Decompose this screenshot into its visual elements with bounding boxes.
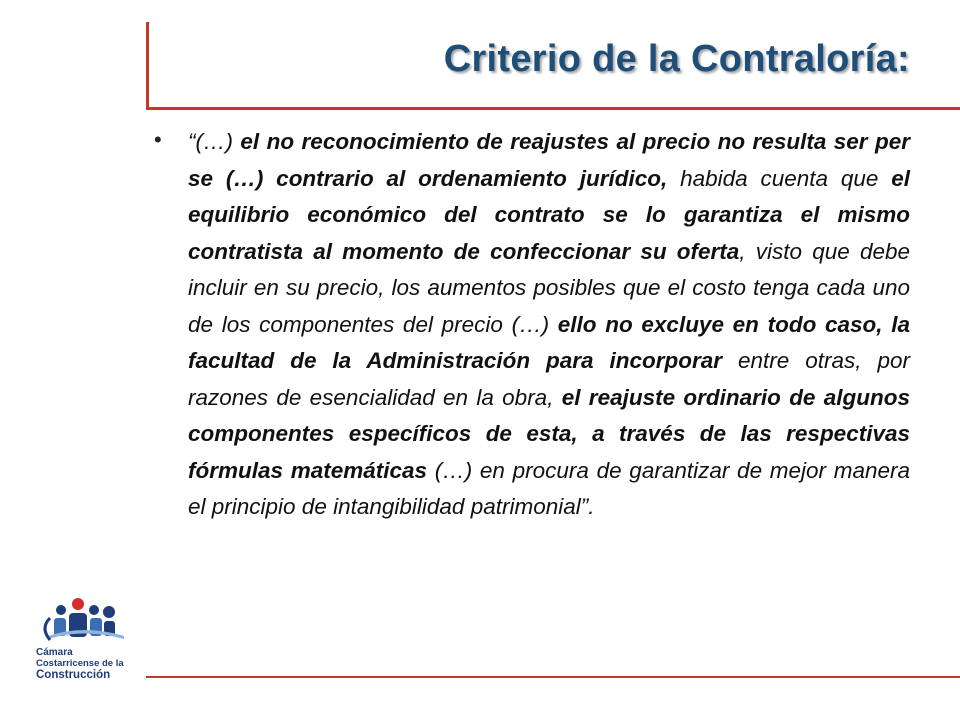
quote-segment: “(…): [188, 129, 241, 154]
logo-figures-icon: [45, 598, 124, 640]
slide-title: Criterio de la Contraloría:: [443, 38, 910, 80]
frame-horizontal-line: [146, 107, 960, 110]
quote-segment: (…) en procura de garantizar de mejor manera el principio de intangibilidad patrimonial”.: [188, 457, 911, 519]
quote-segment-bold: el equilibrio económico del contrato se lo garantiza el mismo contratista al momento de confeccionar su oferta: [188, 165, 910, 264]
quote-segment: entre otras, por razones de esencialidad en la obra,: [188, 348, 910, 410]
bullet-item: [150, 124, 910, 526]
logo-line-2: Costarricense de la: [36, 658, 124, 669]
camara-logo: [20, 596, 146, 682]
frame-vertical-line: [146, 22, 149, 110]
logo-line-3: Construcción: [36, 669, 111, 681]
slide-content: [150, 124, 910, 526]
frame-bottom-line: [146, 676, 960, 678]
logo-line-1: Cámara: [36, 647, 73, 658]
quote-segment: habida cuenta que: [667, 165, 892, 191]
bullet-dot-icon: •: [154, 127, 162, 152]
bullet-list: [150, 124, 910, 526]
quote-segment-bold: el reajuste ordinario de algunos componentes específicos de esta, a través de las respectivas fórmulas matemáticas: [188, 384, 910, 483]
quote-segment-bold: el no reconocimiento de reajustes al precio no resulta ser per se (…) contrario al ordenamiento jurídico,: [188, 129, 911, 191]
quote-text: [188, 124, 910, 526]
quote-segment-bold: ello no excluye en todo caso, la facultad de la Administración para incorporar: [188, 311, 910, 373]
quote-segment: , visto que debe incluir en su precio, los aumentos posibles que el costo tenga cada uno de los componentes del precio (…): [188, 238, 910, 337]
